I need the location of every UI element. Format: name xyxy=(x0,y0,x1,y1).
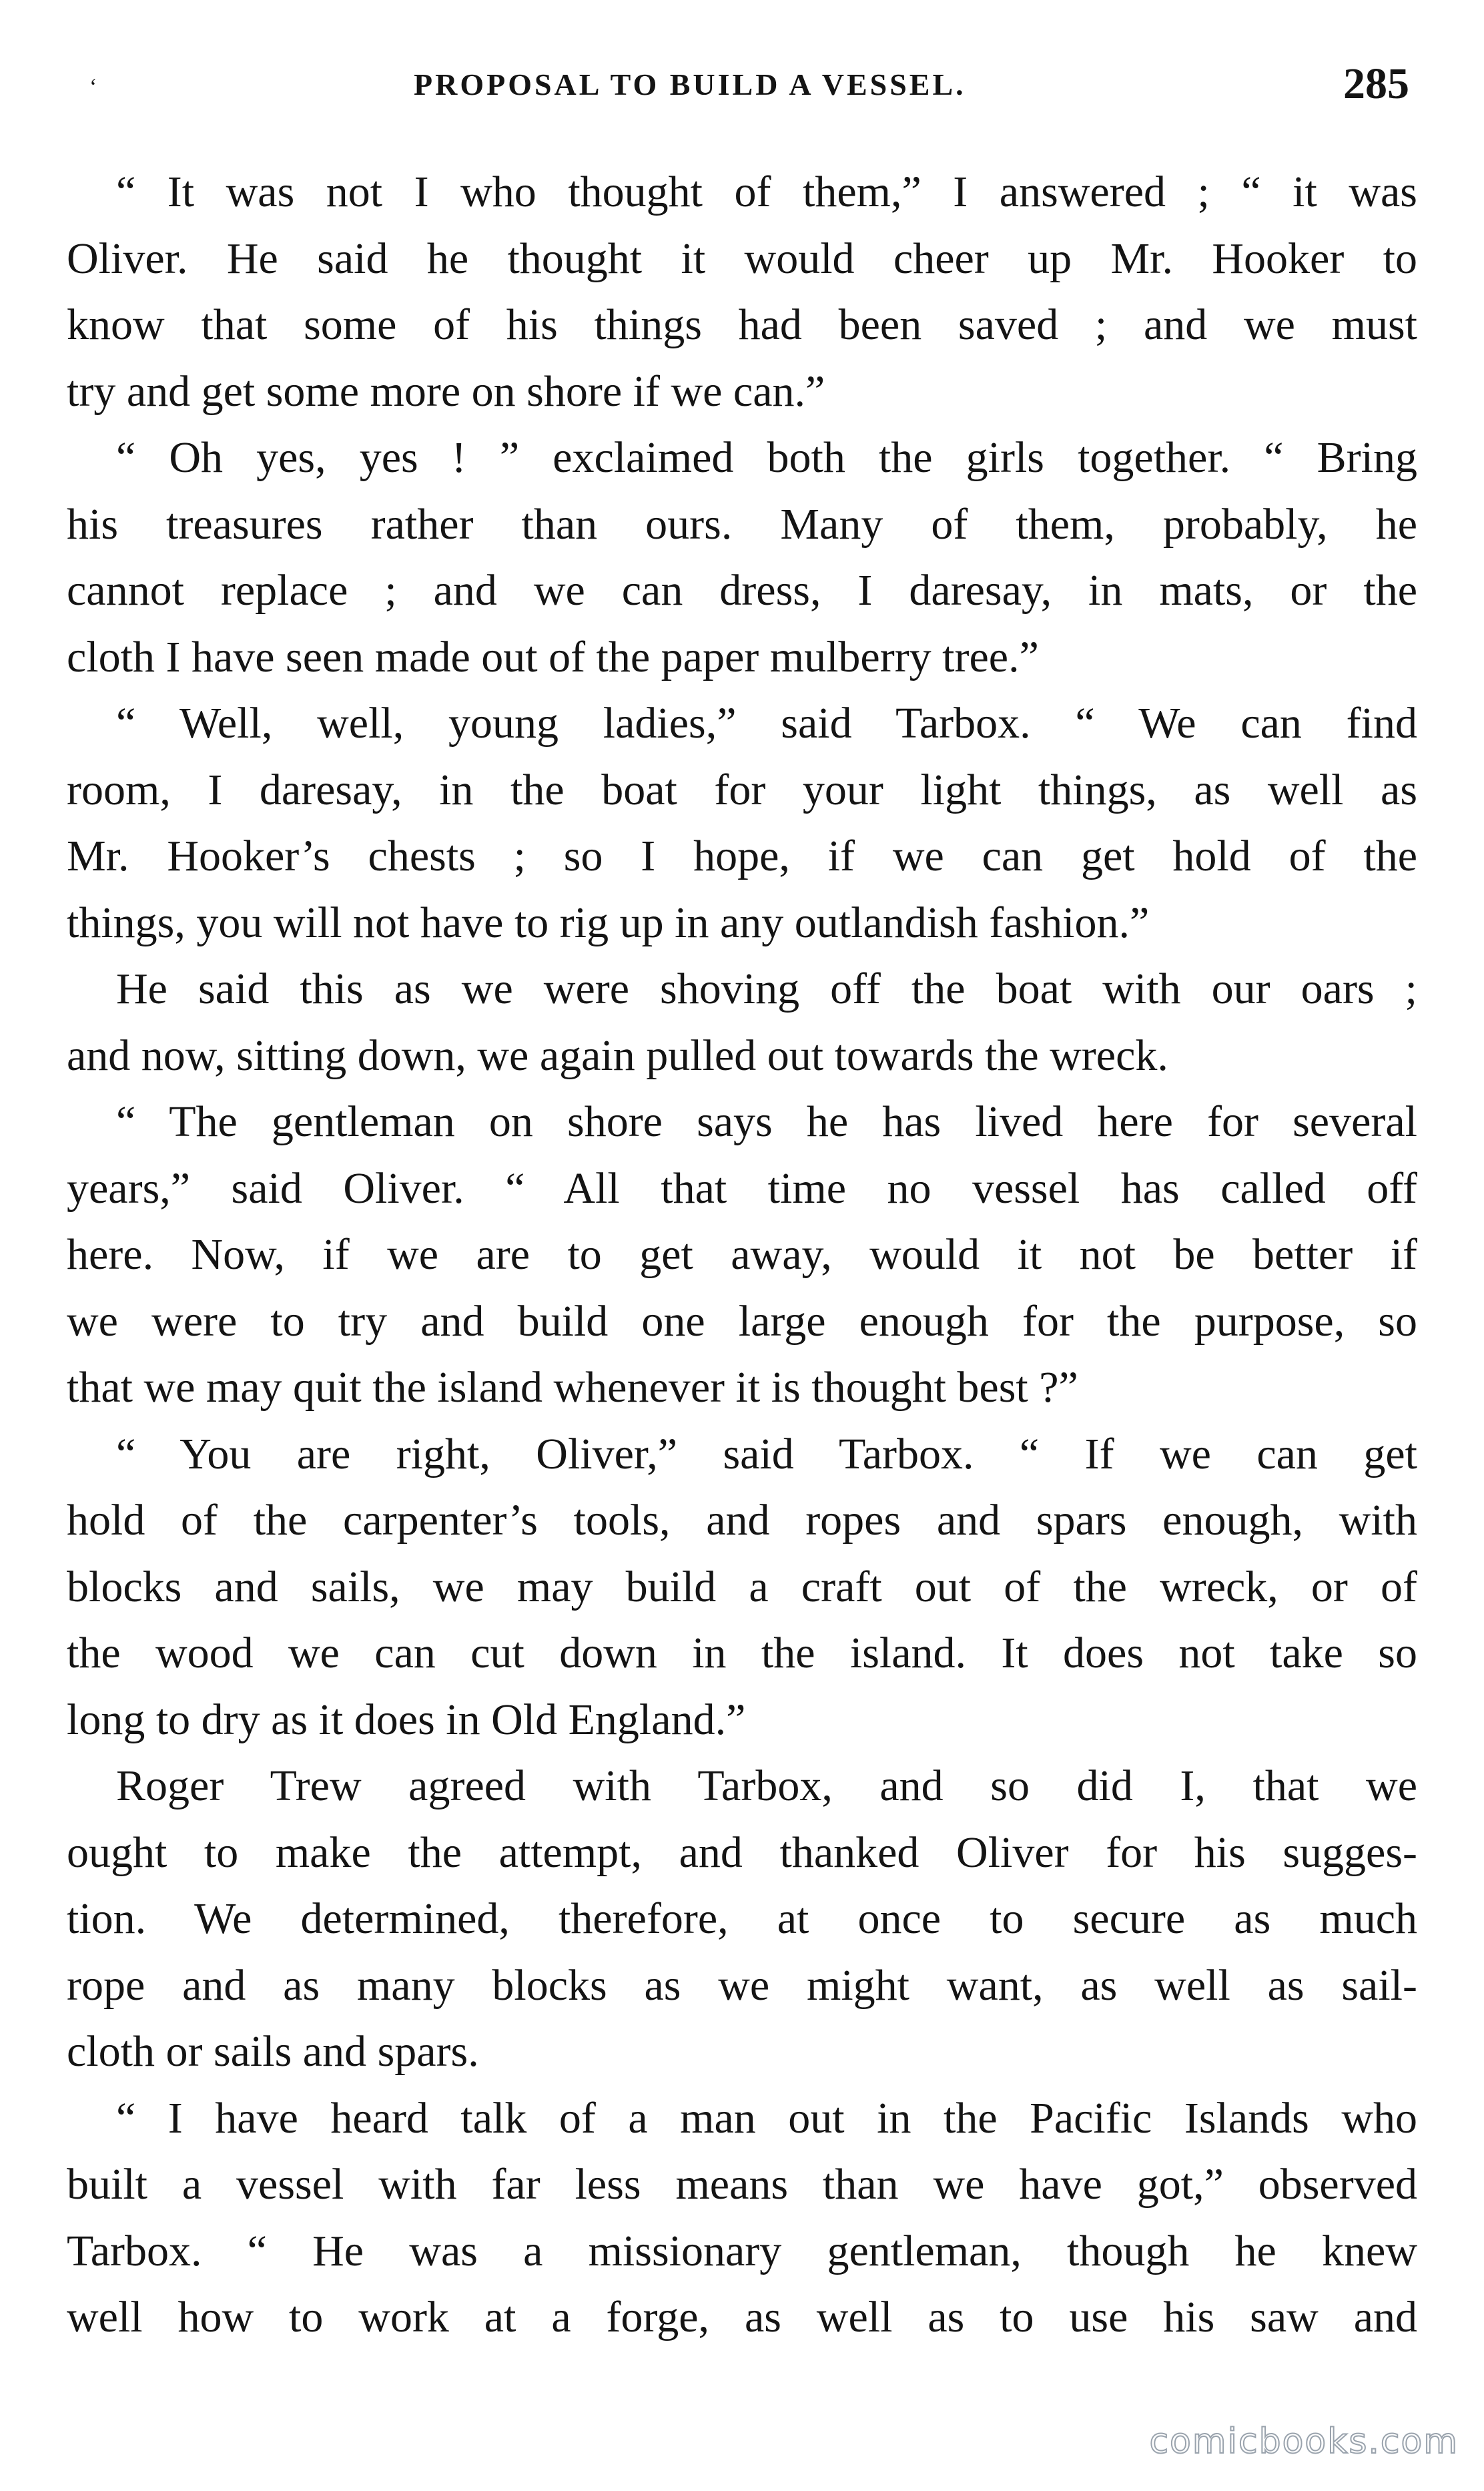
text-line: cannot replace ; and we can dress, I daresay, in mats, or the xyxy=(67,566,1417,615)
text-line: blocks and sails, we may build a craft out of the wreck, or of xyxy=(67,1562,1417,1611)
text-line: “ The gentleman on shore says he has lived here for several xyxy=(116,1097,1417,1146)
text-line: that we may quit the island whenever it is thought best ?” xyxy=(67,1363,1078,1412)
text-line: long to dry as it does in Old England.” xyxy=(67,1695,746,1744)
text-line: know that some of his things had been saved ; and we must xyxy=(67,300,1417,349)
text-line: “ You are right, Oliver,” said Tarbox. “ If we can get xyxy=(116,1429,1417,1478)
text-line: “ Well, well, young ladies,” said Tarbox. “ We can find xyxy=(116,699,1417,748)
text-line: built a vessel with far less means than we have got,” observed xyxy=(67,2160,1417,2209)
text-line: well how to work at a forge, as well as to use his saw and xyxy=(67,2293,1417,2341)
text-line: room, I daresay, in the boat for your light things, as well as xyxy=(67,765,1417,814)
text-line: ought to make the attempt, and thanked Oliver for his sugges- xyxy=(67,1828,1417,1877)
text-line: “ I have heard talk of a man out in the Pacific Islands who xyxy=(116,2093,1417,2143)
text-line: He said this as we were shoving off the boat with our oars ; xyxy=(116,964,1417,1013)
text-line: rope and as many blocks as we might want, as well as sail- xyxy=(67,1960,1417,2010)
header-mark: ‘ xyxy=(89,75,97,99)
running-title: PROPOSAL TO BUILD A VESSEL. xyxy=(414,67,966,101)
text-line: hold of the carpenter’s tools, and ropes and spars enough, with xyxy=(67,1496,1417,1545)
text-line: his treasures rather than ours. Many of them, probably, he xyxy=(67,499,1417,549)
text-line: Oliver. He said he thought it would cheer up Mr. Hooker to xyxy=(67,234,1417,283)
body-text xyxy=(67,159,1417,2351)
text-line: here. Now, if we are to get away, would it not be better if xyxy=(67,1230,1417,1279)
text-line: the wood we can cut down in the island. It does not take so xyxy=(67,1629,1417,1677)
text-line: “ Oh yes, yes ! ” exclaimed both the girls together. “ Bring xyxy=(116,433,1417,482)
page-number: 285 xyxy=(1343,59,1409,108)
text-line: we were to try and build one large enough for the purpose, so xyxy=(67,1296,1417,1346)
watermark: comicbooks.com xyxy=(1149,2422,1459,2462)
running-header xyxy=(0,59,1484,120)
text-line: tion. We determined, therefore, at once to secure as much xyxy=(67,1894,1417,1943)
text-line: Roger Trew agreed with Tarbox, and so did I, that we xyxy=(116,1761,1417,1810)
text-line: try and get some more on shore if we can.” xyxy=(67,366,825,416)
text-line: and now, sitting down, we again pulled out towards the wreck. xyxy=(67,1031,1168,1080)
text-line: cloth I have seen made out of the paper mulberry tree.” xyxy=(67,632,1039,681)
text-line: things, you will not have to rig up in any outlandish fashion.” xyxy=(67,898,1150,947)
text-line: Mr. Hooker’s chests ; so I hope, if we can get hold of the xyxy=(67,832,1417,880)
text-line: years,” said Oliver. “ All that time no vessel has called off xyxy=(67,1163,1417,1213)
text-line: “ It was not I who thought of them,” I answered ; “ it was xyxy=(116,168,1417,216)
text-line: cloth or sails and spars. xyxy=(67,2027,479,2076)
text-line: Tarbox. “ He was a missionary gentleman, though he knew xyxy=(67,2226,1417,2275)
